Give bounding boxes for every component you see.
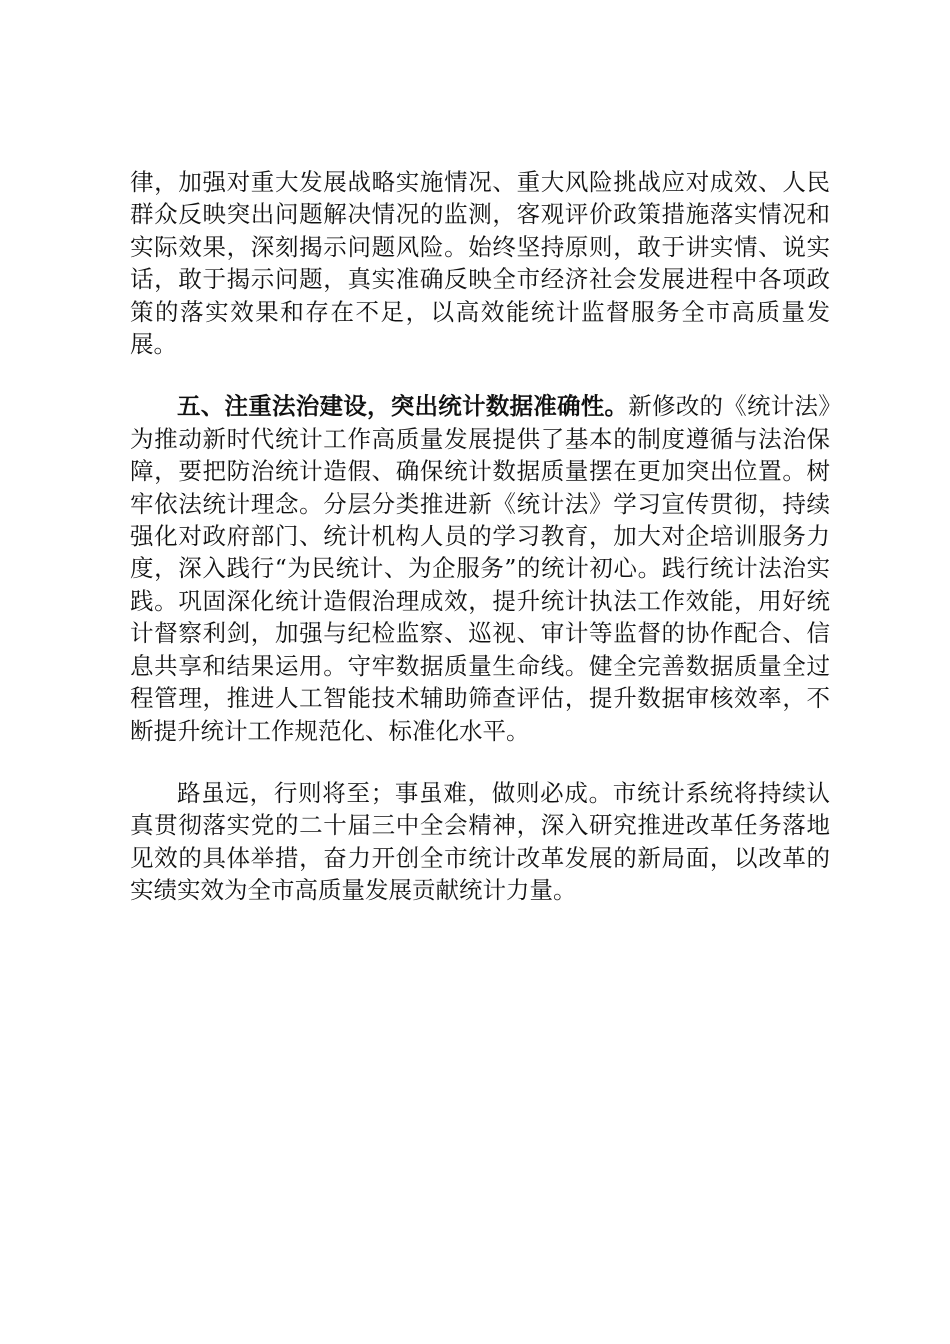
document-body	[130, 166, 830, 937]
paragraph-text: 律，加强对重大发展战略实施情况、重大风险挑战应对成效、人民群众反映突出问题解决情况的监测，客观评价政策措施落实情况和实际效果，深刻揭示问题风险。始终坚持原则，敢于讲实情、说实话，敢于揭示问题，真实准确反映全市经济社会发展进程中各项政策的落实效果和存在不足，以高效能统计监督服务全市高质量发展。	[130, 168, 830, 359]
paragraph-conclusion	[130, 777, 830, 907]
paragraph-section-five	[130, 390, 830, 746]
paragraph-continuation	[130, 166, 830, 360]
paragraph-text: 路虽远，行则将至；事虽难，做则必成。市统计系统将持续认真贯彻落实党的二十届三中全会精神，深入研究推进改革任务落地见效的具体举措，奋力开创全市统计改革发展的新局面，以改革的实绩实效为全市高质量发展贡献统计力量。	[130, 778, 830, 905]
section-heading: 五、注重法治建设，突出统计数据准确性。	[177, 392, 629, 421]
paragraph-text: 新修改的《统计法》为推动新时代统计工作高质量发展提供了基本的制度遵循与法治保障，要把防治统计造假、确保统计数据质量摆在更加突出位置。树牢依法统计理念。分层分类推进新《统计法》学习宣传贯彻，持续强化对政府部门、统计机构人员的学习教育，加大对企培训服务力度，深入践行“为民统计、为企服务”的统计初心。践行统计法治实践。巩固深化统计造假治理成效，提升统计执法工作效能，用好统计督察利剑，加强与纪检监察、巡视、审计等监督的协作配合、信息共享和结果运用。守牢数据质量生命线。健全完善数据质量全过程管理，推进人工智能技术辅助筛查评估，提升数据审核效率，不断提升统计工作规范化、标准化水平。	[130, 392, 830, 745]
